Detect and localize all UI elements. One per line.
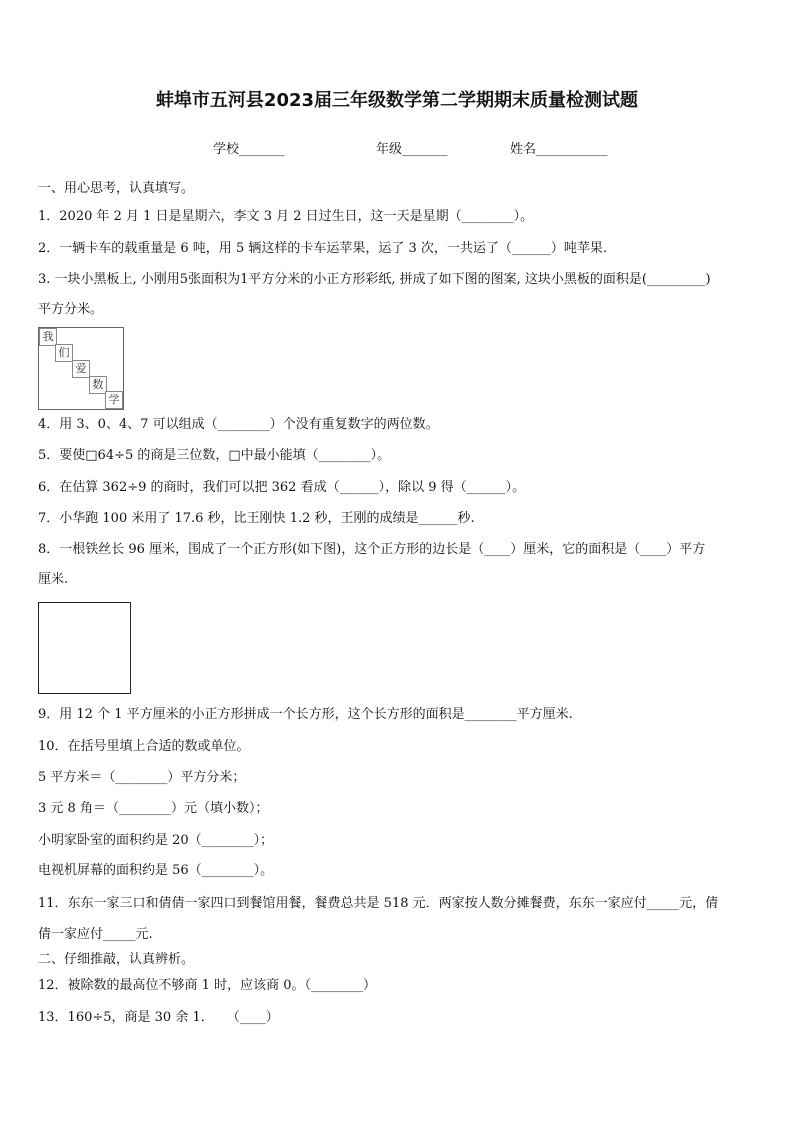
question-5: 5．要使□64÷5 的商是三位数，□中最小能填（________）。 — [38, 448, 391, 463]
question-7: 7．小华跑 100 米用了 17.6 秒，比王刚快 1.2 秒，王刚的成绩是______秒. — [38, 511, 475, 526]
section-2-heading: 二、仔细推敲，认真辨析。 — [38, 952, 195, 967]
question-12: 12．被除数的最高位不够商 1 时，应该商 0。（________） — [38, 978, 376, 993]
figure-cell-3: 爱 — [72, 360, 90, 378]
school-field: 学校_______ — [213, 142, 285, 157]
question-10d: 电视机屏幕的面积约是 56（________）。 — [38, 863, 274, 878]
figure-cell-1: 我 — [39, 328, 57, 346]
question-2: 2．一辆卡车的载重量是 6 吨，用 5 辆这样的卡车运苹果，运了 3 次，一共运了（______）吨苹果. — [38, 241, 608, 256]
question-11-line-1: 11．东东一家三口和倩倩一家四口到餐馆用餐，餐费总共是 518 元．两家按人数分摊餐费，东东一家应付_____元，倩 — [38, 896, 719, 911]
question-10c: 小明家卧室的面积约是 20（________）； — [38, 833, 274, 848]
question-10a: 5 平方米＝（________）平方分米； — [38, 770, 246, 785]
question-4: 4．用 3、0、4、7 可以组成（________）个没有重复数字的两位数。 — [38, 417, 439, 432]
section-1-heading: 一、用心思考，认真填写。 — [38, 181, 195, 196]
question-13: 13．160÷5，商是 30 余 1． （____） — [38, 1010, 279, 1025]
question-6: 6．在估算 362÷9 的商时，我们可以把 362 看成（______），除以 9 得（______）。 — [38, 480, 526, 495]
staircase-figure — [38, 327, 124, 410]
figure-cell-4: 数 — [89, 376, 107, 394]
figure-cell-2: 们 — [55, 344, 73, 362]
name-field: 姓名___________ — [510, 142, 608, 157]
question-11-line-2: 倩一家应付_____元. — [38, 927, 153, 942]
page-title: 蚌埠市五河县2023届三年级数学第二学期期末质量检测试题 — [155, 90, 639, 111]
question-3-line-2: 平方分米。 — [38, 302, 104, 317]
question-9: 9．用 12 个 1 平方厘米的小正方形拼成一个长方形，这个长方形的面积是________平方厘米. — [38, 707, 573, 722]
question-8-line-2: 厘米. — [38, 572, 69, 587]
square-figure — [38, 602, 131, 694]
figure-cell-5: 学 — [105, 391, 123, 409]
question-8-line-1: 8．一根铁丝长 96 厘米，围成了一个正方形(如下图)，这个正方形的边长是（____）厘米，它的面积是（____）平方 — [38, 542, 706, 557]
question-3-line-1: 3. 一块小黑板上, 小刚用5张面积为1平方分米的小正方形彩纸, 拼成了如下图的图案, 这块小黑板的面积是(_________) — [38, 272, 711, 287]
question-10: 10．在括号里填上合适的数或单位。 — [38, 739, 250, 754]
grade-field: 年级_______ — [376, 142, 448, 157]
question-10b: 3 元 8 角＝（________）元（填小数）； — [38, 801, 269, 816]
question-1: 1．2020 年 2 月 1 日是星期六，李文 3 月 2 日过生日，这一天是星期（________）。 — [38, 209, 534, 224]
